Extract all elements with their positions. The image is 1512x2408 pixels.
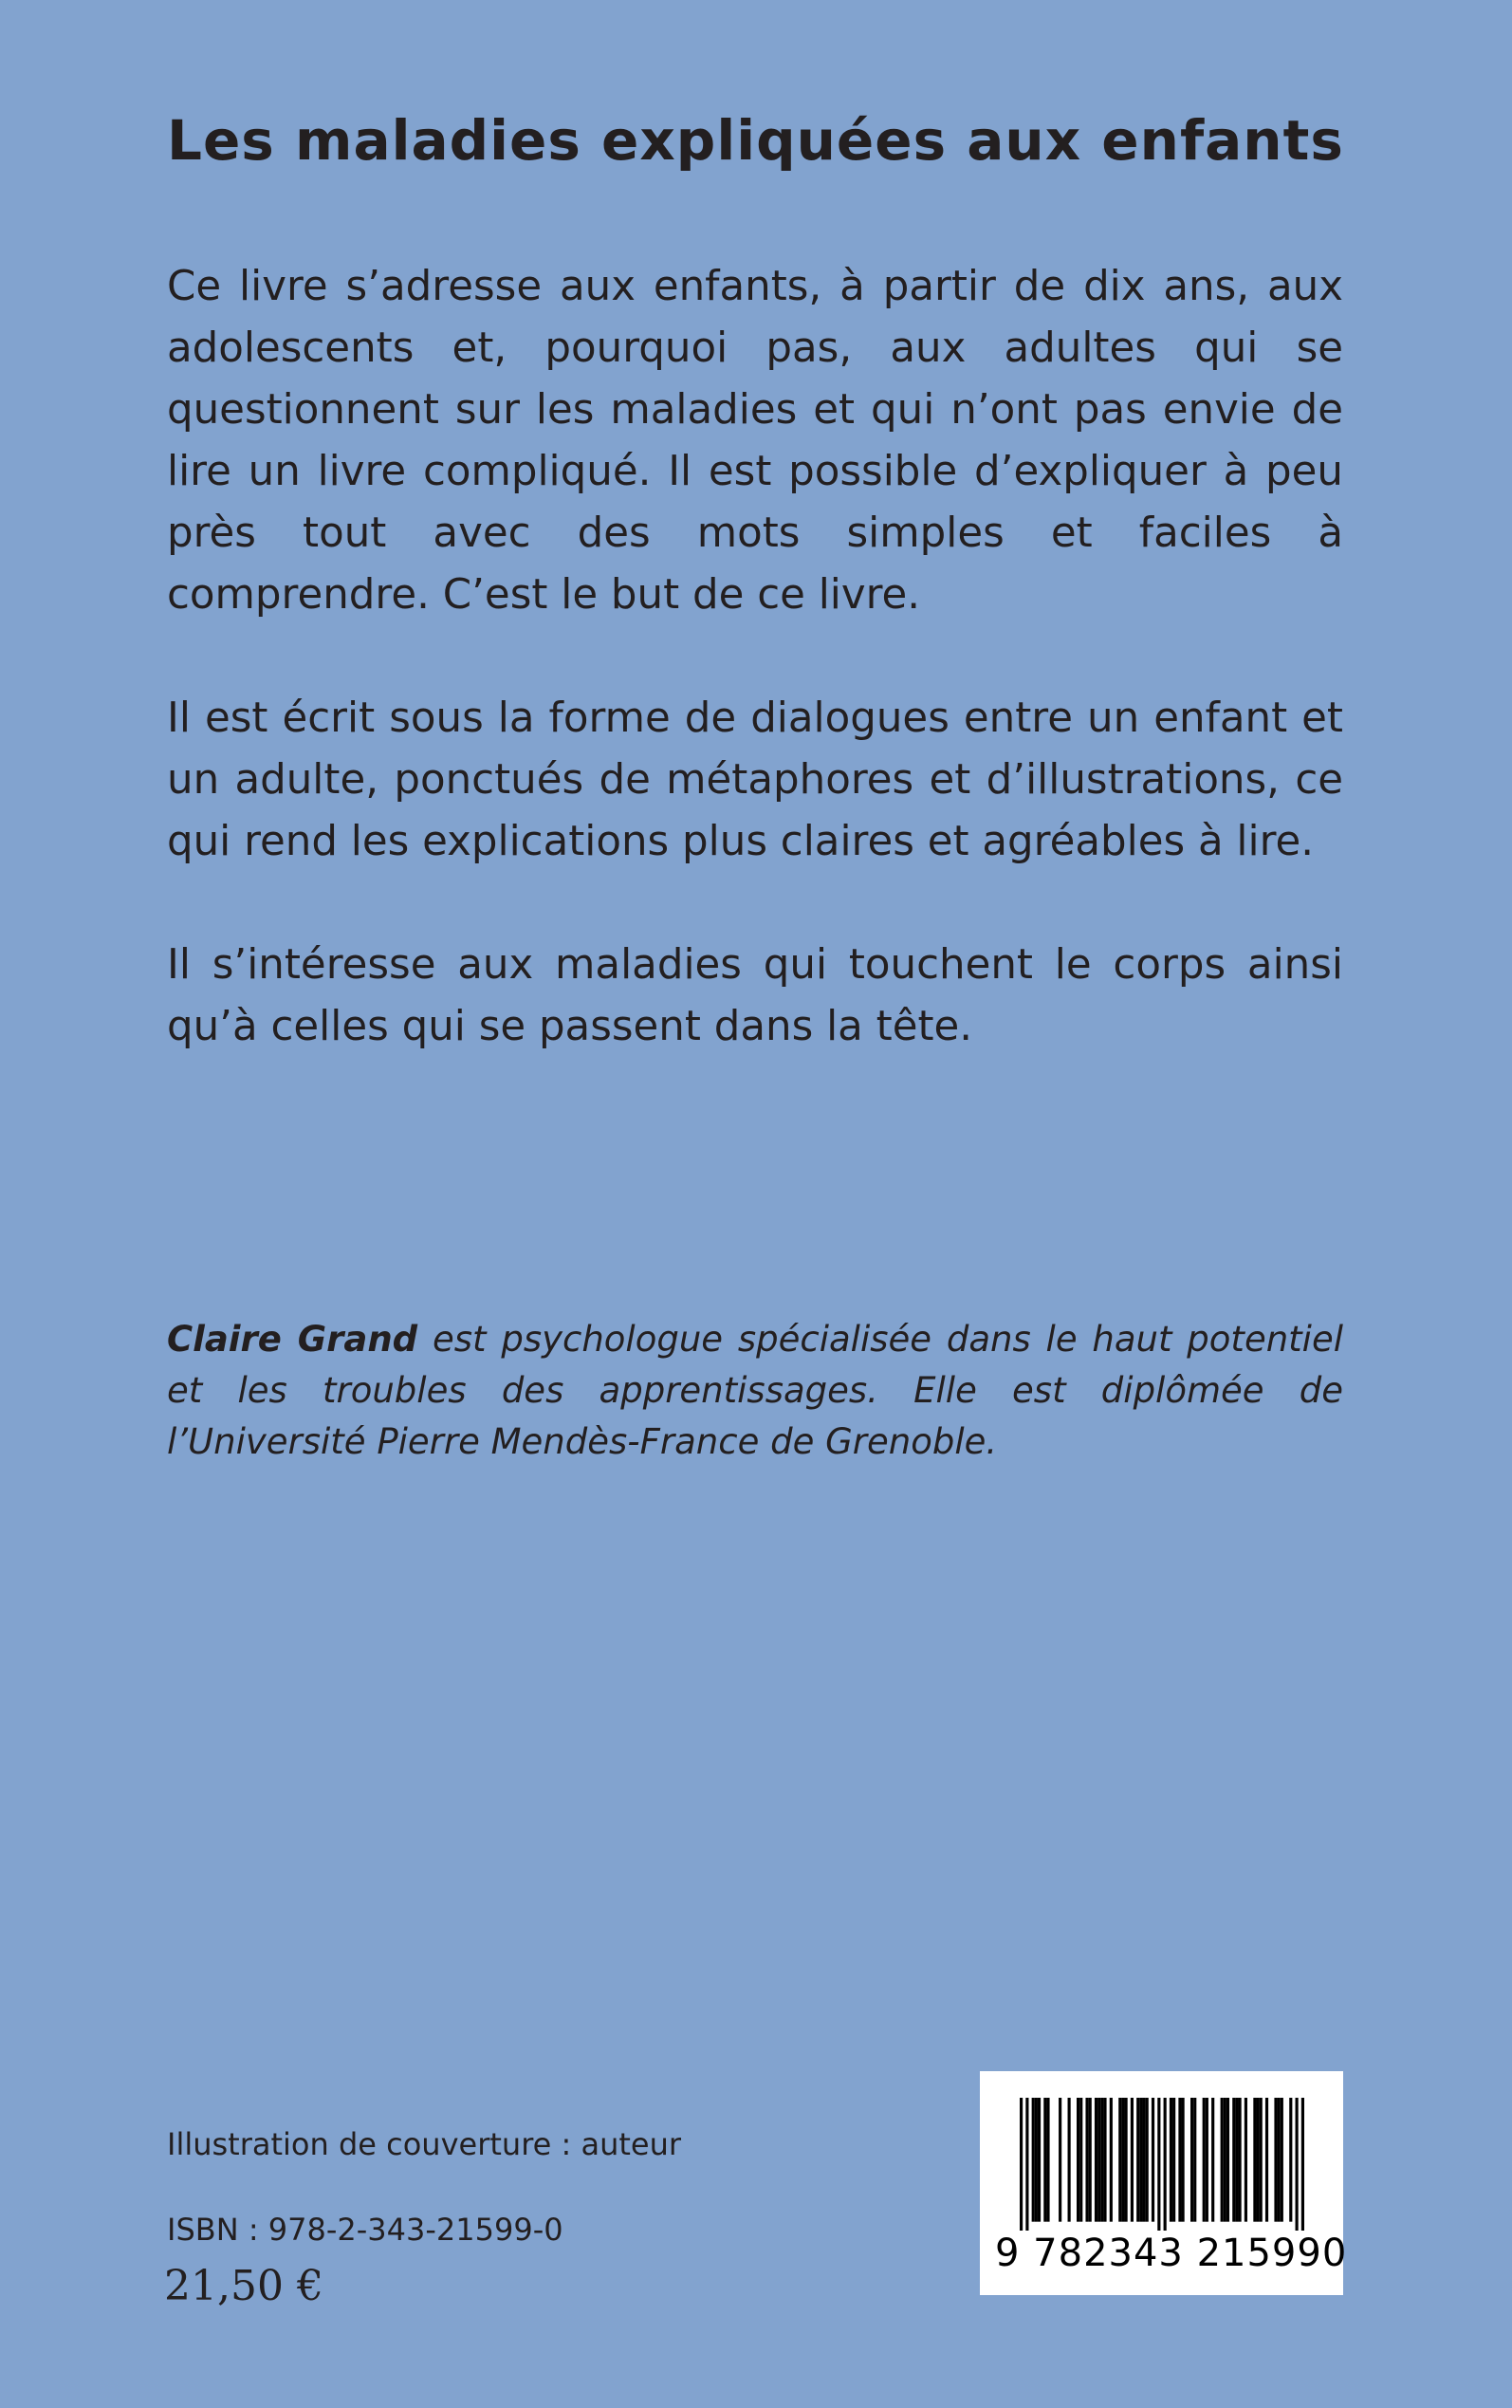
barcode-bar <box>1152 2098 1154 2222</box>
barcode-bar <box>1260 2098 1263 2222</box>
description-paragraph-1: Ce livre s’adresse aux enfants, à partir de dix ans, aux adolescents et, pourquoi pas, aux adultes qui se questionnent sur les maladies et qui n’ont pas envie de lire un livre compliqué. Il est possible d’expliquer à peu près tout avec des mots simples et faciles à comprendre. C’est le but de ce livre. <box>167 263 1343 619</box>
barcode-bar <box>1157 2098 1160 2231</box>
barcode-bar <box>1038 2098 1041 2222</box>
barcode-bar <box>1221 2098 1224 2222</box>
barcode-bar <box>1118 2098 1121 2222</box>
barcode-bar <box>1265 2098 1268 2222</box>
barcode-bar <box>1146 2098 1149 2222</box>
barcode-bar <box>1164 2098 1167 2231</box>
author-bio <box>167 1314 1343 1468</box>
barcode-bar <box>1256 2098 1259 2222</box>
barcode-bar <box>1239 2098 1242 2222</box>
barcode-bar <box>1103 2098 1106 2222</box>
book-title: Les maladies expliquées aux enfants <box>167 108 1344 173</box>
barcode-bar <box>1100 2098 1103 2222</box>
barcode-digits: 9 782343 215990 <box>995 2232 1348 2275</box>
barcode-bar <box>1289 2098 1292 2222</box>
barcode-bar <box>1110 2098 1113 2222</box>
barcode-bar <box>1136 2098 1139 2222</box>
barcode-bar <box>1089 2098 1092 2222</box>
barcode-bar <box>1178 2098 1181 2222</box>
barcode-bar <box>1077 2098 1079 2222</box>
isbn-label: ISBN : 978-2-343-21599-0 <box>167 2212 563 2248</box>
barcode-bars-icon <box>1020 2098 1304 2231</box>
barcode-bar <box>1170 2098 1172 2222</box>
barcode-bar <box>1131 2098 1134 2222</box>
barcode-bar <box>1095 2098 1097 2222</box>
barcode-bar <box>1068 2098 1071 2222</box>
barcode-bar <box>1235 2098 1238 2222</box>
barcode-bar <box>1121 2098 1124 2222</box>
barcode-bar <box>1059 2098 1061 2222</box>
barcode-bar <box>1182 2098 1185 2222</box>
book-description <box>167 256 1343 1058</box>
description-paragraph-2: Il est écrit sous la forme de dialogues entre un enfant et un adulte, ponctués de métaphores et d’illustrations, ce qui rend les explications plus claires et agréables à lire. <box>167 695 1343 865</box>
barcode-bar <box>1253 2098 1256 2222</box>
barcode-bar <box>1032 2098 1035 2222</box>
barcode-bar <box>1142 2098 1145 2222</box>
barcode-bar <box>1035 2098 1038 2222</box>
barcode-bar <box>1020 2098 1023 2231</box>
barcode-bar <box>1079 2098 1082 2222</box>
description-paragraph-3: Il s’intéresse aux maladies qui touchent le corps ainsi qu’à celles qui se passent dans la tête. <box>167 941 1343 1050</box>
barcode-bar <box>1193 2098 1196 2222</box>
barcode-bar <box>1203 2098 1206 2222</box>
barcode <box>980 2071 1348 2295</box>
barcode-bar <box>1025 2098 1028 2231</box>
barcode-bar <box>1125 2098 1128 2222</box>
illustration-credit: Illustration de couverture : auteur <box>167 2126 682 2162</box>
barcode-bar <box>1046 2098 1049 2222</box>
barcode-bar <box>1043 2098 1046 2222</box>
barcode-bar <box>1097 2098 1100 2222</box>
barcode-bar <box>1274 2098 1277 2222</box>
barcode-bar <box>1190 2098 1193 2222</box>
barcode-bar <box>1281 2098 1283 2222</box>
barcode-bar <box>1245 2098 1247 2222</box>
barcode-bar <box>1224 2098 1226 2222</box>
price-label: 21,50 € <box>164 2262 323 2310</box>
barcode-bar <box>1301 2098 1304 2231</box>
barcode-bar <box>1139 2098 1142 2222</box>
barcode-bar <box>1206 2098 1208 2222</box>
author-bio-text: est psychologue spécialisée dans le haut potentiel et les troubles des apprentissages. Elle est diplômée de l’Université Pierre Mendès-France de Grenoble. <box>167 1319 1343 1462</box>
barcode-bar <box>1211 2098 1214 2222</box>
barcode-bar <box>1296 2098 1299 2231</box>
barcode-bar <box>1232 2098 1235 2222</box>
author-name: Claire Grand <box>167 1319 418 1360</box>
barcode-bar <box>1278 2098 1281 2222</box>
barcode-bar <box>1085 2098 1088 2222</box>
barcode-bar <box>1172 2098 1175 2222</box>
barcode-bar <box>1226 2098 1229 2222</box>
